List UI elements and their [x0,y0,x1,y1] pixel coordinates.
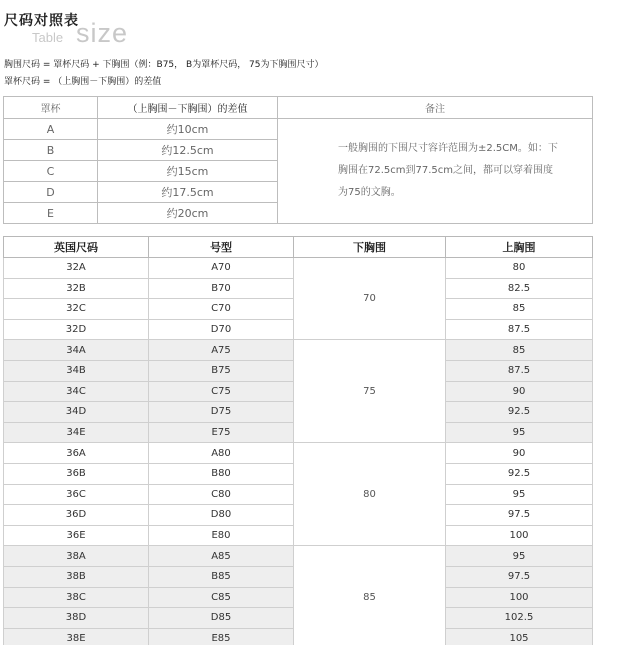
overbust-cell: 92.5 [446,463,593,484]
model-cell: C75 [149,381,294,402]
title-decoration-big: size [76,18,129,48]
underbust-cell: 80 [294,443,446,546]
diff-cell: 约20cm [98,203,278,224]
model-cell: A75 [149,340,294,361]
model-cell: A85 [149,546,294,567]
table-row [4,119,593,140]
diff-cell: 约12.5cm [98,140,278,161]
model-cell: E75 [149,422,294,443]
cup-cell: E [4,203,98,224]
uk-size-cell: 34E [4,422,149,443]
model-cell: A80 [149,443,294,464]
uk-size-cell: 38E [4,628,149,645]
uk-size-cell: 36A [4,443,149,464]
cup-cell: B [4,140,98,161]
overbust-cell: 82.5 [446,278,593,299]
cup-cell: A [4,119,98,140]
overbust-cell: 102.5 [446,608,593,629]
page-header [4,6,204,46]
model-cell: C85 [149,587,294,608]
col-header-uk-size: 英国尺码 [4,237,149,258]
model-cell: C80 [149,484,294,505]
model-cell: A70 [149,258,294,279]
uk-size-cell: 32B [4,278,149,299]
remark-cell: 一般胸围的下围尺寸容许范围为±2.5CM。如：下胸围在72.5cm到77.5cm之间，都可以穿着围度为75的文胸。 [278,119,593,224]
overbust-cell: 87.5 [446,319,593,340]
uk-size-cell: 34D [4,402,149,423]
overbust-cell: 87.5 [446,360,593,381]
overbust-cell: 85 [446,299,593,320]
uk-size-cell: 34B [4,360,149,381]
title-decoration-small: Table [32,30,64,45]
uk-size-cell: 32D [4,319,149,340]
uk-size-cell: 32A [4,258,149,279]
overbust-cell: 97.5 [446,566,593,587]
underbust-cell: 75 [294,340,446,443]
overbust-cell: 90 [446,381,593,402]
model-cell: C70 [149,299,294,320]
overbust-cell: 80 [446,258,593,279]
overbust-cell: 95 [446,546,593,567]
table-row [4,340,593,361]
overbust-cell: 85 [446,340,593,361]
model-cell: B75 [149,360,294,381]
diff-cell: 约17.5cm [98,182,278,203]
underbust-cell: 85 [294,546,446,645]
overbust-cell: 97.5 [446,505,593,526]
overbust-cell: 90 [446,443,593,464]
model-cell: E80 [149,525,294,546]
uk-size-cell: 38C [4,587,149,608]
cup-cell: C [4,161,98,182]
overbust-cell: 100 [446,525,593,546]
model-cell: D75 [149,402,294,423]
model-cell: E85 [149,628,294,645]
col-header-model: 号型 [149,237,294,258]
uk-size-cell: 34C [4,381,149,402]
model-cell: D70 [149,319,294,340]
overbust-cell: 92.5 [446,402,593,423]
underbust-cell: 70 [294,258,446,340]
page-title: 尺码对照表 [4,13,79,29]
overbust-cell: 100 [446,587,593,608]
formula-note-1: 胸围尺码 = 罩杯尺码 + 下胸围（例：B75， B为罩杯尺码， 75为下胸围尺寸） [4,60,324,70]
col-header-underbust: 下胸围 [294,237,446,258]
diff-cell: 约10cm [98,119,278,140]
table-row [4,258,593,279]
model-cell: B85 [149,566,294,587]
col-header-overbust: 上胸围 [446,237,593,258]
size-table-header [4,237,593,258]
uk-size-cell: 34A [4,340,149,361]
uk-size-cell: 38D [4,608,149,629]
overbust-cell: 105 [446,628,593,645]
table-row [4,546,593,567]
col-header-diff: （上胸围－下胸围）的差值 [98,97,278,119]
uk-size-cell: 38A [4,546,149,567]
col-header-remark: 备注 [278,97,593,119]
uk-size-cell: 36D [4,505,149,526]
model-cell: B70 [149,278,294,299]
overbust-cell: 95 [446,484,593,505]
cup-table [3,96,593,224]
formula-note-2: 罩杯尺码 = （上胸围－下胸围）的差值 [4,77,162,87]
cup-cell: D [4,182,98,203]
uk-size-cell: 36C [4,484,149,505]
table-row [4,443,593,464]
uk-size-cell: 38B [4,566,149,587]
uk-size-cell: 36E [4,525,149,546]
diff-cell: 约15cm [98,161,278,182]
uk-size-cell: 32C [4,299,149,320]
model-cell: B80 [149,463,294,484]
model-cell: D80 [149,505,294,526]
size-table [3,236,593,645]
cup-table-header [4,97,593,119]
model-cell: D85 [149,608,294,629]
overbust-cell: 95 [446,422,593,443]
col-header-cup: 罩杯 [4,97,98,119]
uk-size-cell: 36B [4,463,149,484]
